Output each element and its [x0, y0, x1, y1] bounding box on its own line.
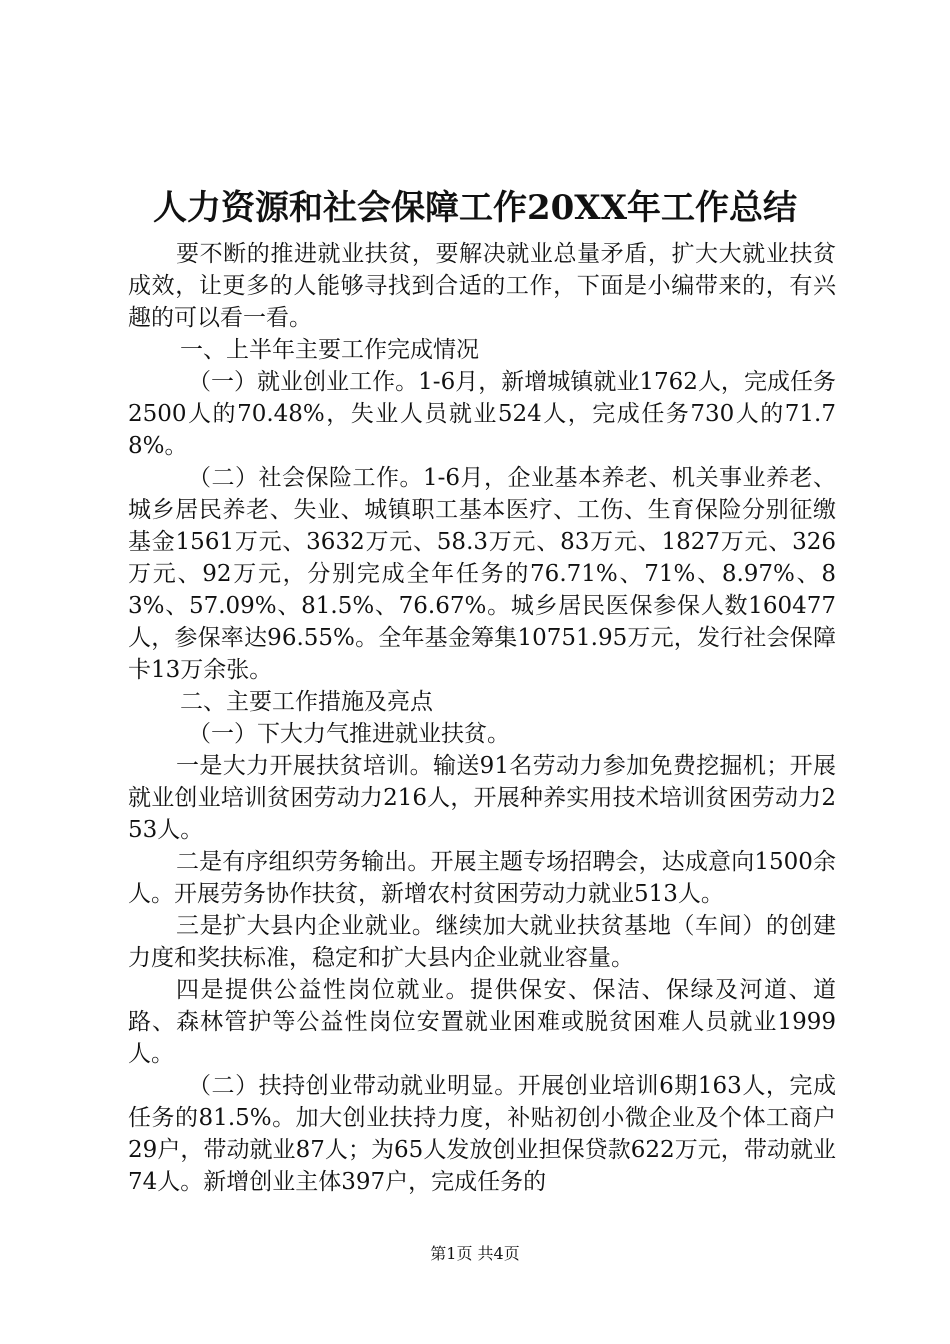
measure-paragraph-3: 三是扩大县内企业就业。继续加大就业扶贫基地（车间）的创建力度和奖扶标准，稳定和扩大县内企业就业容量。 [128, 913, 836, 971]
document-title: 人力资源和社会保障工作20XX年工作总结 [152, 188, 798, 228]
measure-paragraph-4: 四是提供公益性岗位就业。提供保安、保洁、保绿及河道、道路、森林管护等公益性岗位安置就业困难或脱贫困难人员就业1999人。 [128, 977, 836, 1067]
social-insurance-paragraph: （二）社会保险工作。1-6月，企业基本养老、机关事业养老、城乡居民养老、失业、城镇职工基本医疗、工伤、生育保险分别征缴基金1561万元、3632万元、58.3万元、83万元、1827万元、326万元、92万元，分别完成全年任务的76.71%、71%、8.97%、83%、57.09%、81.5%、76.67%。城乡居民医保参保人数160477人，参保率达96.55%。全年基金筹集10751.95万元，发行社会保障卡13万余张。 [128, 465, 836, 683]
page-number-footer: 第1页 共4页 [430, 1244, 520, 1263]
section-heading-2: 二、主要工作措施及亮点 [180, 689, 433, 715]
employment-paragraph: （一）就业创业工作。1-6月，新增城镇就业1762人，完成任务2500人的70.48%，失业人员就业524人，完成任务730人的71.78%。 [128, 369, 836, 459]
measure-paragraph-1: 一是大力开展扶贫培训。输送91名劳动力参加免费挖掘机；开展就业创业培训贫困劳动力216人，开展种养实用技术培训贫困劳动力253人。 [128, 753, 836, 843]
entrepreneurship-paragraph: （二）扶持创业带动就业明显。开展创业培训6期163人，完成任务的81.5%。加大创业扶持力度，补贴初创小微企业及个体工商户29户，带动就业87人；为65人发放创业担保贷款622万元，带动就业74人。新增创业主体397户，完成任务的 [128, 1073, 836, 1195]
measure-paragraph-2: 二是有序组织劳务输出。开展主题专场招聘会，达成意向1500余人。开展劳务协作扶贫，新增农村贫困劳动力就业513人。 [128, 849, 836, 907]
document-body [128, 238, 836, 1198]
intro-paragraph: 要不断的推进就业扶贫，要解决就业总量矛盾，扩大大就业扶贫成效，让更多的人能够寻找到合适的工作，下面是小编带来的，有兴趣的可以看一看。 [128, 241, 836, 331]
subsection-heading-1: （一）下大力气推进就业扶贫。 [188, 721, 510, 747]
section-heading-1: 一、上半年主要工作完成情况 [180, 337, 479, 363]
